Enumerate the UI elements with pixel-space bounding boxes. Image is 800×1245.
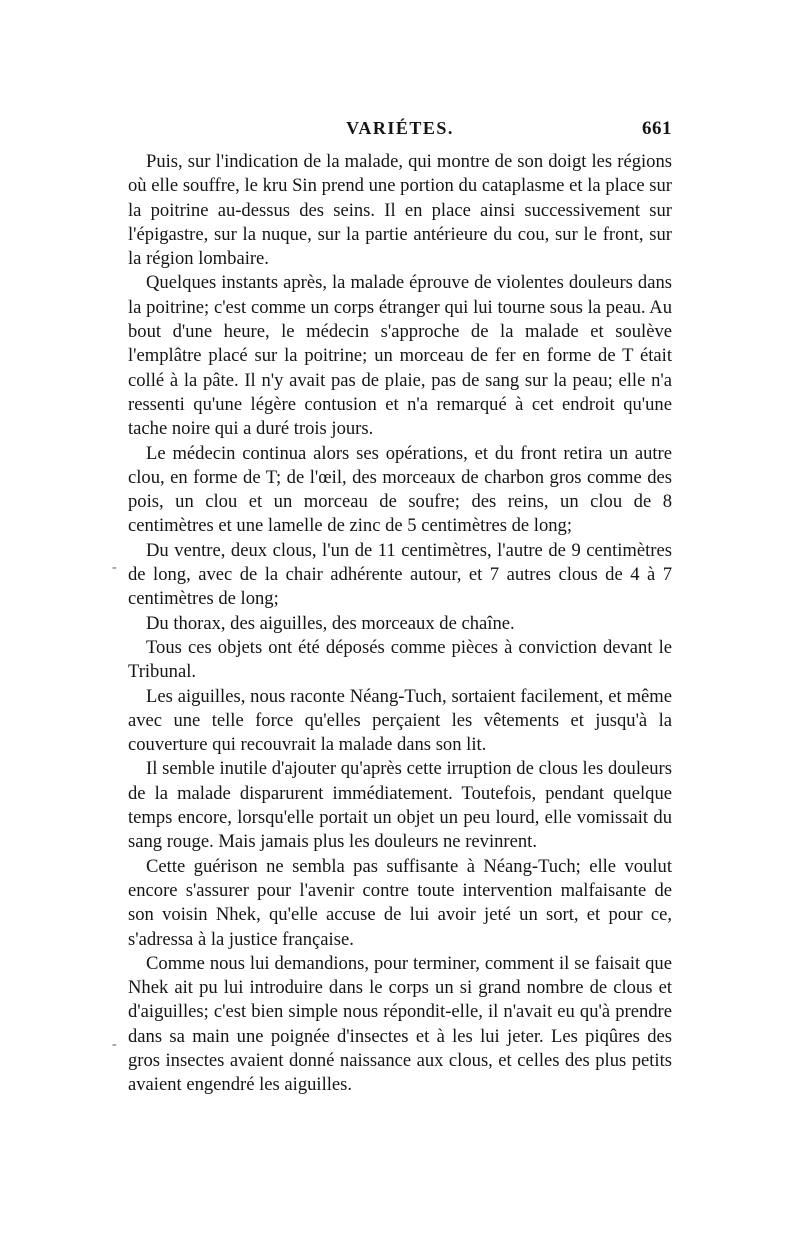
paragraph-7: Les aiguilles, nous raconte Néang-Tuch, sortaient facilement, et même avec une telle force qu'elles perçaient les vêtements et jusqu'à la couverture qui recouvrait la malade dans son lit. — [128, 685, 672, 756]
paragraph-10: Comme nous lui demandions, pour terminer, comment il se faisait que Nhek ait pu lui introduire dans le corps un si grand nombre de clous et d'aiguilles; c'est bien simple nous répondit-elle, il n'avait eu qu'à prendre dans sa main une poignée d'insectes et à les lui jeter. Les piqûres des gros insectes avaient donné naissance aux clous, et celles des plus petits avaient engendré les aiguilles. — [128, 952, 672, 1096]
paragraph-1: Puis, sur l'indication de la malade, qui montre de son doigt les régions où elle souffre, le kru Sin prend une portion du cataplasme et la place sur la poitrine au-dessus des seins. Il en place ainsi successivement sur l'épigastre, sur la nuque, sur la partie antérieure du cou, sur le front, sur la région lombaire. — [128, 151, 672, 270]
paragraph-6: Tous ces objets ont été déposés comme pièces à conviction devant le Tribunal. — [128, 636, 672, 683]
paragraph-9: Cette guérison ne sembla pas suffisante à Néang-Tuch; elle voulut encore s'assurer pour l'avenir contre toute intervention malfaisante de son voisin Nhek, qu'elle accuse de lui avoir jeté un sort, et pour ce, s'adressa à la justice française. — [128, 855, 672, 950]
page-number: 661 — [642, 118, 672, 139]
paragraph-3: Le médecin continua alors ses opérations, et du front retira un autre clou, en forme de T; de l'œil, des morceaux de charbon gros comme des pois, un clou et un morceau de soufre; des reins, un clou de 8 centimètres et une lamelle de zinc de 5 centimètres de long; — [128, 442, 672, 537]
body-text — [128, 150, 672, 1098]
paragraph-8: Il semble inutile d'ajouter qu'après cette irruption de clous les douleurs de la malade disparurent immédiatement. Toutefois, pendant quelque temps encore, lorsqu'elle portait un objet un peu lourd, elle vomissait du sang rouge. Mais jamais plus les douleurs ne revinrent. — [128, 758, 672, 853]
running-head — [128, 118, 672, 146]
margin-mark: - — [112, 560, 117, 575]
running-title: VARIÉTES. — [346, 118, 454, 138]
paragraph-5: Du thorax, des aiguilles, des morceaux de chaîne. — [146, 612, 515, 634]
paragraph-2: Quelques instants après, la malade éprouve de violentes douleurs dans la poitrine; c'est comme un corps étranger qui lui tourne sous la peau. Au bout d'une heure, le médecin s'approche de la malade et soulève l'emplâtre placé sur la poitrine; un morceau de fer en forme de T était collé à la pâte. Il n'y avait pas de plaie, pas de sang sur la peau; elle n'a ressenti qu'une légère contusion et n'a remarqué à cet endroit qu'une tache noire qui a duré trois jours. — [128, 272, 672, 440]
paragraph-4: Du ventre, deux clous, l'un de 11 centimètres, l'autre de 9 centimètres de long, avec de la chair adhérente autour, et 7 autres clous de 4 à 7 centimètres de long; — [128, 539, 672, 610]
margin-mark: - — [112, 1037, 117, 1052]
